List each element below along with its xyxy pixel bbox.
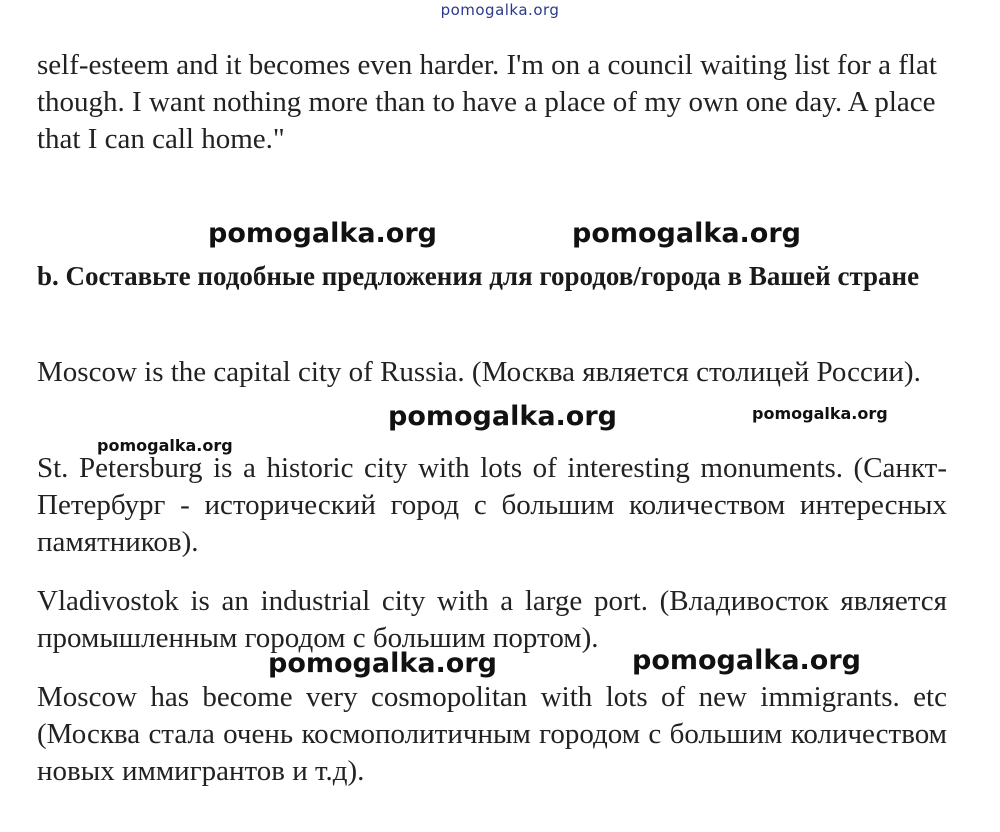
exercise-heading: b. Составьте подобные предложения для городов/города в Вашей стране [37,261,920,291]
paragraph-moscow-cosmopolitan: Moscow has become very cosmopolitan with lots of new immigrants. etc (Москва стала очень космополитичным городом с большим количеством новых иммигрантов и т.д). [37,681,947,787]
paragraph-vladivostok: Vladivostok is an industrial city with a large port. (Владивосток является промышленным городом с большим портом). [37,585,947,654]
watermark-2: pomogalka.org [572,218,801,249]
paragraph-moscow-capital: Moscow is the capital city of Russia. (Москва является столицей России). [37,356,921,388]
watermark-3: pomogalka.org [388,401,617,432]
watermark-6: pomogalka.org [268,648,497,679]
watermark-5: pomogalka.org [97,436,233,455]
watermark-4: pomogalka.org [752,404,888,423]
watermark-1: pomogalka.org [208,218,437,249]
watermark-7: pomogalka.org [632,645,861,676]
watermark-top: pomogalka.org [440,1,560,19]
paragraph-st-petersburg: St. Petersburg is a historic city with lots of interesting monuments. (Санкт-Петербург - исторический город с большим количеством интересных памятников). [37,452,947,558]
intro-paragraph: self-esteem and it becomes even harder. I'm on a council waiting list for a flat though. I want nothing more than to have a place of my own one day. A place that I can call home." [37,49,937,155]
